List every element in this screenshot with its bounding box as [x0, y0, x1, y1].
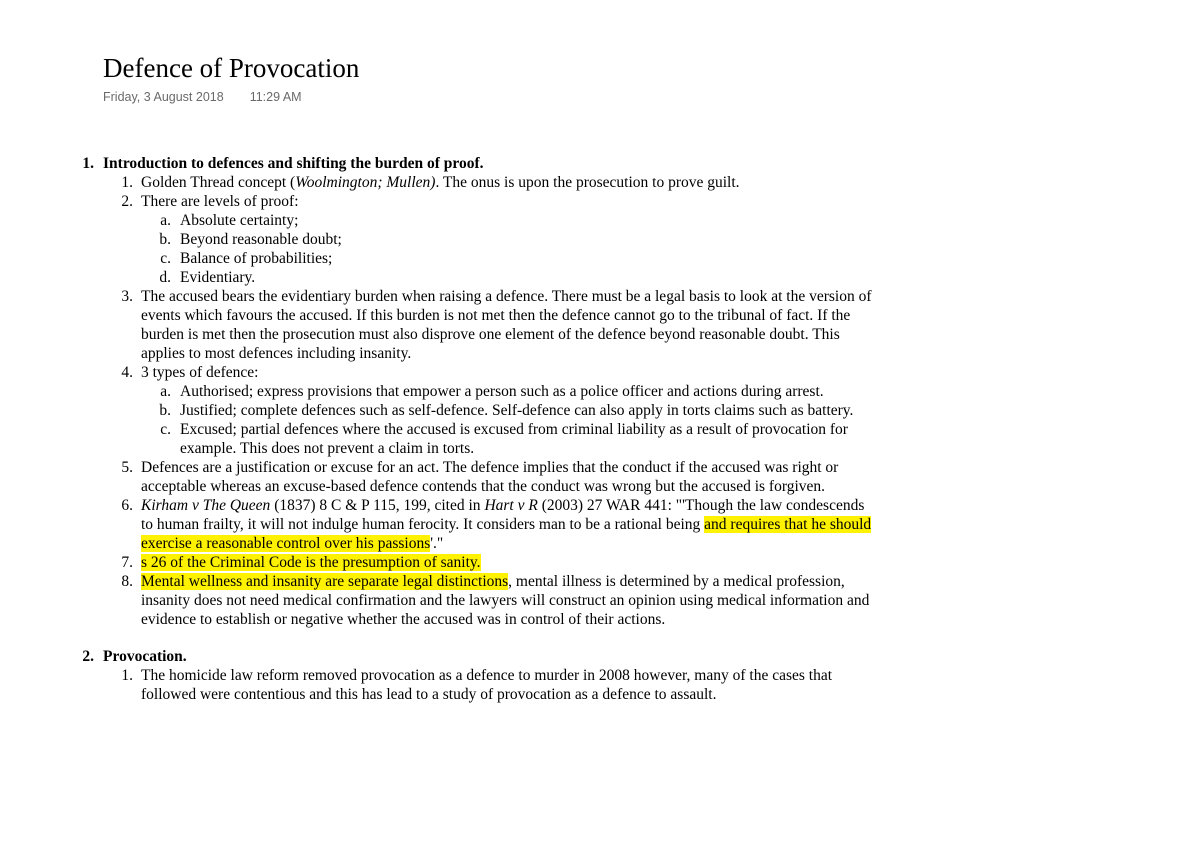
sub-item-letter: a. [160, 212, 171, 229]
list-item [0, 363, 1200, 382]
case-name: Hart v R [484, 497, 538, 514]
sub-item-letter: b. [159, 402, 171, 419]
item-number: 7. [121, 554, 133, 571]
sub-item-text: Balance of probabilities; [180, 250, 333, 267]
sub-item-text: Absolute certainty; [180, 212, 299, 229]
sub-item [0, 420, 1200, 458]
sub-item-text: Justified; complete defences such as self-defence. Self-defence can also apply in torts claims such as battery. [180, 402, 854, 419]
sub-item-letter: c. [160, 421, 171, 438]
item-text-post: . The onus is upon the prosecution to prove guilt. [435, 174, 740, 191]
highlighted-text: Mental wellness and insanity are separate legal distinctions [141, 573, 509, 590]
item-text-post: , mental illness is determined by a medical profession, insanity does not need medical confirmation and the lawyers will construct an opinion using medical information and evidence to establish or negative whether the accused was in control of their actions. [141, 573, 870, 628]
section-number: 1. [82, 155, 94, 172]
sub-item-letter: a. [160, 383, 171, 400]
item-number: 5. [121, 459, 133, 476]
sub-item [0, 230, 1200, 249]
section-number: 2. [82, 648, 94, 665]
sub-item-text: Excused; partial defences where the accused is excused from criminal liability as a result of provocation for example. This does not prevent a claim in torts. [180, 421, 848, 457]
sub-item [0, 249, 1200, 268]
page-title: Defence of Provocation [103, 53, 360, 83]
sub-item-letter: d. [159, 269, 171, 286]
list-item [0, 553, 1200, 572]
quote-text: (2003) 27 WAR 441: "'Though the law condescends to human frailty, it will not indulge human ferocity. It considers man to be a rational being [141, 497, 865, 533]
highlighted-text: s 26 of the Criminal Code is the presumption of sanity. [141, 554, 481, 571]
list-item [0, 192, 1200, 211]
item-number: 4. [121, 364, 133, 381]
list-item [0, 496, 1200, 553]
item-number: 6. [121, 497, 133, 514]
item-number: 3. [121, 288, 133, 305]
item-number: 1. [121, 174, 133, 191]
sub-item [0, 268, 1200, 287]
sub-item-letter: b. [159, 231, 171, 248]
item-number: 1. [121, 667, 133, 684]
section-heading [0, 154, 1200, 173]
page-time: 11:29 AM [249, 90, 302, 104]
list-item [0, 666, 1200, 704]
item-text [141, 496, 876, 553]
list-item [0, 572, 1200, 629]
sub-item-text: Evidentiary. [180, 269, 256, 286]
sub-item-text: Beyond reasonable doubt; [180, 231, 342, 248]
page-timestamp [103, 90, 302, 104]
item-number: 8. [121, 573, 133, 590]
section-heading-text: Provocation. [103, 648, 187, 665]
item-text: The homicide law reform removed provocation as a defence to murder in 2008 however, many of the cases that followed were contentious and this has lead to a study of provocation as a defence to assault. [141, 667, 833, 703]
item-number: 2. [121, 193, 133, 210]
item-text: Defences are a justification or excuse for an act. The defence implies that the conduct if the accused was right or acceptable whereas an excuse-based defence contends that the conduct was wrong but the accused is forgiven. [141, 459, 839, 495]
list-item [0, 458, 1200, 496]
item-text: 3 types of defence: [141, 364, 259, 381]
sub-item-text: Authorised; express provisions that empower a person such as a police officer and actions during arrest. [180, 383, 824, 400]
item-text [141, 173, 876, 192]
item-text [141, 553, 876, 572]
sub-item [0, 211, 1200, 230]
item-text: There are levels of proof: [141, 193, 299, 210]
list-item [0, 287, 1200, 363]
item-text-pre: Golden Thread concept ( [141, 174, 296, 191]
sub-item [0, 401, 1200, 420]
citation-text: (1837) 8 C & P 115, 199, cited in [270, 497, 485, 514]
case-names: Woolmington; Mullen) [295, 174, 436, 191]
outline [0, 154, 1200, 704]
sub-item-letter: c. [160, 250, 171, 267]
sub-item [0, 382, 1200, 401]
page-date: Friday, 3 August 2018 [103, 90, 224, 104]
section-heading [0, 647, 1200, 666]
item-text [141, 572, 876, 629]
item-text: The accused bears the evidentiary burden when raising a defence. There must be a legal basis to look at the version of events which favours the accused. If this burden is not met then the defence cannot go to the tribunal of fact. If the burden is met then the prosecution must also disprove one element of the defence beyond reasonable doubt. This applies to most defences including insanity. [141, 288, 872, 362]
quote-tail: '." [430, 535, 444, 552]
case-name: Kirham v The Queen [141, 497, 271, 514]
list-item [0, 173, 1200, 192]
highlighted-text: and requires that he should exercise a reasonable control over his passions [141, 516, 872, 552]
section-heading-text: Introduction to defences and shifting the burden of proof. [103, 155, 484, 172]
